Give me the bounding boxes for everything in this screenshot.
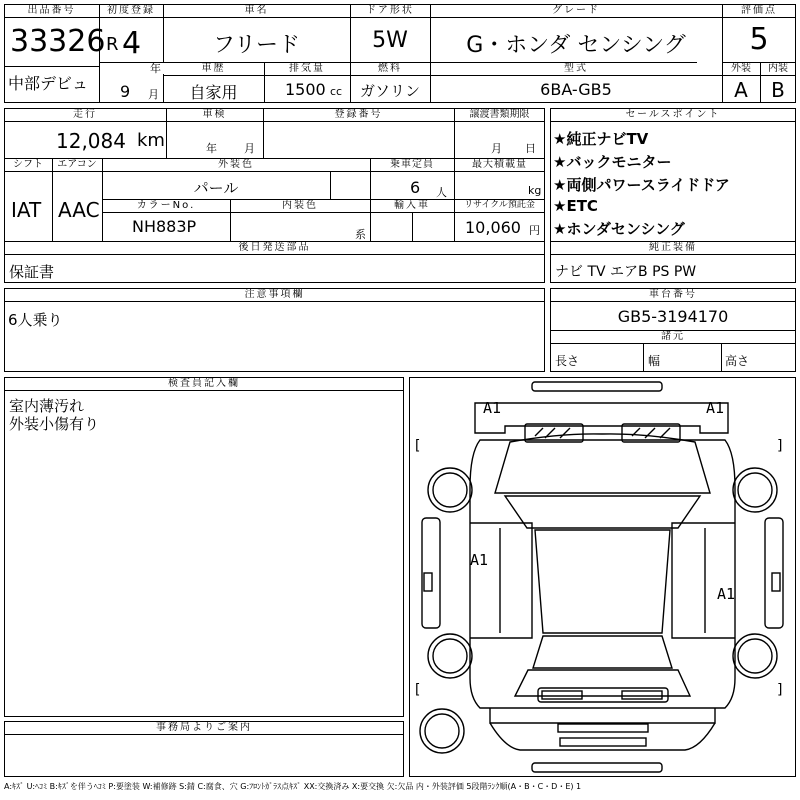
mileage: 12,084 (56, 129, 126, 153)
dims-label: 諸元 (550, 330, 796, 344)
sales-point: ★ホンダセンシング (553, 220, 685, 238)
dims-width-label: 幅 (648, 354, 661, 368)
color-no-label: カラーNo. (102, 199, 230, 213)
history-label: 車歴 (163, 62, 264, 76)
reg-year-unit: 年 (150, 62, 161, 75)
car-name-label: 車名 (163, 4, 350, 18)
debut-label: 中部デビュ (8, 74, 89, 93)
dims-length-label: 長さ (555, 354, 580, 368)
dims-height-label: 高さ (725, 354, 750, 368)
car-diagram (409, 377, 796, 777)
bracket-mark: ] (776, 682, 785, 698)
sales-label: セールスポイント (550, 108, 796, 122)
int-grade: B (771, 78, 785, 102)
recycle-label: リサイクル預託金 (454, 199, 545, 213)
chassis-label: 車台番号 (550, 288, 796, 302)
int-color-label: 内装色 (230, 199, 370, 213)
history: 自家用 (189, 83, 238, 102)
int-color-unit: 系 (355, 228, 366, 241)
chassis-no: GB5-3194170 (617, 307, 729, 326)
int-label: 内装 (760, 62, 796, 76)
recycle: 10,060 (465, 218, 521, 237)
shift-label: シフト (4, 158, 52, 172)
first-reg-label: 初度登録 (99, 4, 163, 18)
plate-label: 登録番号 (263, 108, 454, 122)
sales-point: ★バックモニター (553, 153, 672, 171)
legend: A:ｷｽﾞ U:ﾍｺﾐ B:ｷｽﾞを伴うﾍｺﾐ P:要塗装 W:補修跡 S:錆 C:腐食、穴 G:ﾌﾛﾝﾄｶﾞﾗｽ点ｷｽﾞ XX:交換済み X:要交換 欠:欠品 内・外装評価 5段階ﾗﾝｸ順(A・B・C・D・E) 1 (4, 782, 582, 791)
import-label: 輸入車 (370, 199, 454, 213)
mileage-unit: km (137, 130, 165, 151)
mileage-label: 走行 (4, 108, 166, 122)
equip: ナビ TV エアB PS PW (555, 264, 697, 280)
notes-label: 注意事項欄 (4, 288, 545, 302)
disp-label: 排気量 (264, 62, 350, 76)
capacity: 6 (410, 178, 421, 197)
sales-point: ★純正ナビTV (553, 130, 649, 148)
ext-color: パール (193, 179, 239, 197)
era: R (106, 34, 119, 55)
score-label: 評価点 (722, 4, 796, 18)
disp-unit: cc (330, 85, 343, 98)
ext-label: 外装 (722, 62, 760, 76)
ext-grade: A (734, 78, 748, 102)
grade: G・ホンダ センシング (466, 33, 686, 58)
inspector-line: 室内薄汚れ (9, 397, 85, 415)
insp-month-unit: 月 (244, 142, 255, 155)
inspection-label: 車検 (166, 108, 263, 122)
max-load-unit: kg (528, 184, 542, 197)
door-label: ドア形状 (350, 4, 430, 18)
model: 6BA-GB5 (540, 80, 612, 99)
color-no: NH883P (132, 217, 197, 236)
fuel: ガソリン (359, 82, 420, 100)
reg-month-unit: 月 (148, 88, 159, 101)
insp-year-unit: 年 (206, 142, 217, 155)
damage-mark: A1 (470, 551, 489, 569)
lot-no-label: 出品番号 (4, 4, 99, 18)
reg-month: 9 (120, 82, 131, 101)
fuel-label: 燃料 (350, 62, 430, 76)
shift: IAT (11, 198, 42, 222)
damage-mark: A1 (717, 585, 736, 603)
max-load-label: 最大積載量 (454, 158, 545, 172)
damage-mark: A1 (483, 399, 502, 417)
bracket-mark: [ (413, 682, 422, 698)
color-label: 外装色 (102, 158, 370, 172)
damage-mark: A1 (706, 399, 725, 417)
sales-point: ★両側パワースライドドア (553, 176, 730, 194)
office-label: 事務局よりご案内 (4, 721, 404, 735)
disp: 1500 (285, 80, 326, 99)
car-outline (410, 378, 795, 776)
grade-label: グレード (430, 4, 722, 18)
lot-no: 33326 (10, 24, 106, 59)
later-parts: 保証書 (9, 263, 55, 281)
capacity-label: 乗車定員 (370, 158, 454, 172)
door: 5W (372, 28, 408, 53)
transfer-month-unit: 月 (491, 142, 502, 155)
bracket-mark: ] (776, 438, 785, 454)
inspector-label: 検査員記入欄 (4, 377, 404, 391)
notes: 6人乗り (8, 311, 63, 329)
transfer-label: 譲渡書類期限 (454, 108, 545, 122)
recycle-unit: 円 (529, 224, 540, 237)
inspector-line: 外装小傷有り (9, 415, 100, 433)
ac-label: エアコン (52, 158, 102, 172)
later-parts-label: 後日発送部品 (4, 241, 545, 255)
model-label: 型式 (430, 62, 722, 76)
bracket-mark: [ (413, 438, 422, 454)
reg-year: 4 (122, 26, 142, 61)
car-name: フリード (212, 33, 301, 58)
transfer-day-unit: 日 (525, 142, 536, 155)
ac: AAC (58, 198, 100, 222)
sales-point: ★ETC (553, 197, 598, 215)
score: 5 (749, 22, 769, 57)
equip-label: 純正装備 (550, 241, 796, 255)
capacity-unit: 人 (436, 186, 447, 199)
